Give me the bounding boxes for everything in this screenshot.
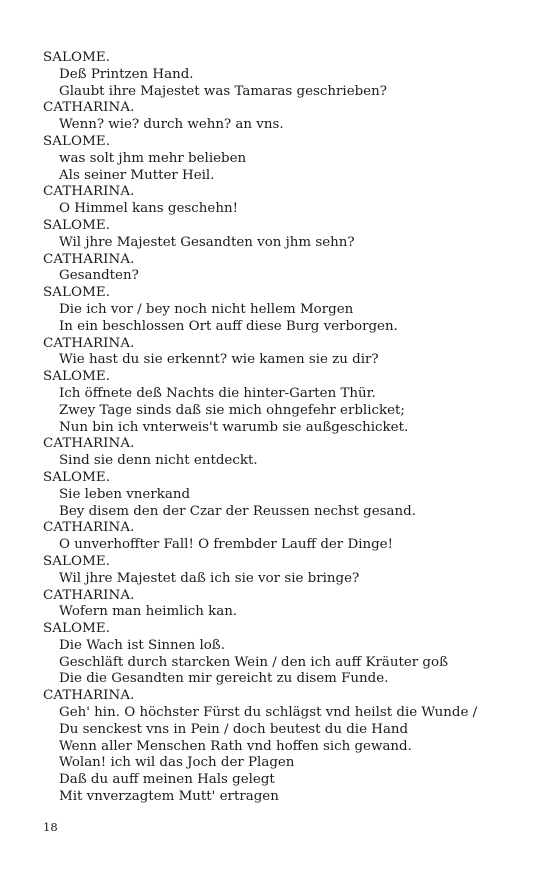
verse-line: Nun bin ich vnterweis't warumb sie außgeschicket. [59, 419, 409, 435]
verse-line: Die die Gesandten mir gereicht zu disem Funde. [59, 671, 389, 687]
verse-line: Sind sie denn nicht entdeckt. [59, 453, 258, 469]
speaker-name: CATHARINA. [43, 100, 135, 116]
speaker-name: SALOME. [43, 50, 111, 65]
verse-line: Geh' hin. O höchster Fürst du schlägst vnd heilst die Wunde / [59, 705, 478, 721]
speaker-name: CATHARINA. [43, 335, 135, 351]
speaker-name: CATHARINA. [43, 251, 135, 267]
speaker-name: CATHARINA. [43, 184, 135, 200]
verse-line: Als seiner Mutter Heil. [59, 167, 215, 183]
verse-line: Die Wach ist Sinnen loß. [59, 637, 226, 653]
verse-line: Glaubt ihre Majestet was Tamaras geschrieben? [59, 83, 387, 99]
verse-line: Zwey Tage sinds daß sie mich ohngefehr erblicket; [59, 402, 405, 418]
verse-line: Sie leben vnerkand [59, 486, 191, 502]
verse-line: Daß du auff meinen Hals gelegt [59, 772, 275, 788]
verse-line: Gesandten? [59, 268, 139, 284]
speaker-name: SALOME. [43, 469, 111, 485]
verse-line: Ich öffnete deß Nachts die hinter-Garten Thür. [59, 385, 376, 401]
verse-line: Die ich vor / bey noch nicht hellem Morgen [59, 301, 354, 317]
speaker-name: SALOME. [43, 621, 111, 637]
verse-line: O Himmel kans geschehn! [59, 201, 238, 217]
page-number: 18 [43, 820, 58, 834]
speaker-name: SALOME. [43, 217, 111, 233]
verse-line: was solt jhm mehr belieben [59, 150, 247, 166]
play-text [43, 50, 523, 806]
verse-line: Geschläft durch starcken Wein / den ich auff Kräuter goß [59, 654, 449, 670]
verse-line: Wolan! ich wil das Joch der Plagen [59, 755, 295, 771]
speaker-name: SALOME. [43, 285, 111, 301]
speaker-name: SALOME. [43, 553, 111, 569]
verse-line: Mit vnverzagtem Mutt' ertragen [59, 789, 279, 805]
speaker-name: SALOME. [43, 133, 111, 149]
speaker-name: CATHARINA. [43, 587, 135, 603]
verse-line: Deß Printzen Hand. [59, 66, 194, 82]
speaker-name: CATHARINA. [43, 688, 135, 704]
speaker-name: SALOME. [43, 369, 111, 385]
verse-line: Wenn? wie? durch wehn? an vns. [59, 117, 284, 133]
verse-line: Wofern man heimlich kan. [59, 604, 238, 620]
verse-line: Wil jhre Majestet Gesandten von jhm sehn? [59, 234, 355, 250]
verse-line: Bey disem den der Czar der Reussen nechst gesand. [59, 503, 416, 519]
verse-line: Wil jhre Majestet daß ich sie vor sie bringe? [59, 570, 360, 586]
verse-line: In ein beschlossen Ort auff diese Burg verborgen. [59, 318, 398, 334]
verse-line: O unverhoffter Fall! O frembder Lauff der Dinge! [59, 537, 393, 553]
verse-line: Wie hast du sie erkennt? wie kamen sie zu dir? [59, 352, 379, 368]
verse-line: Du senckest vns in Pein / doch beutest du die Hand [59, 721, 409, 737]
speaker-name: CATHARINA. [43, 436, 135, 452]
verse-line: Wenn aller Menschen Rath vnd hoffen sich gewand. [59, 738, 412, 754]
speaker-name: CATHARINA. [43, 520, 135, 536]
